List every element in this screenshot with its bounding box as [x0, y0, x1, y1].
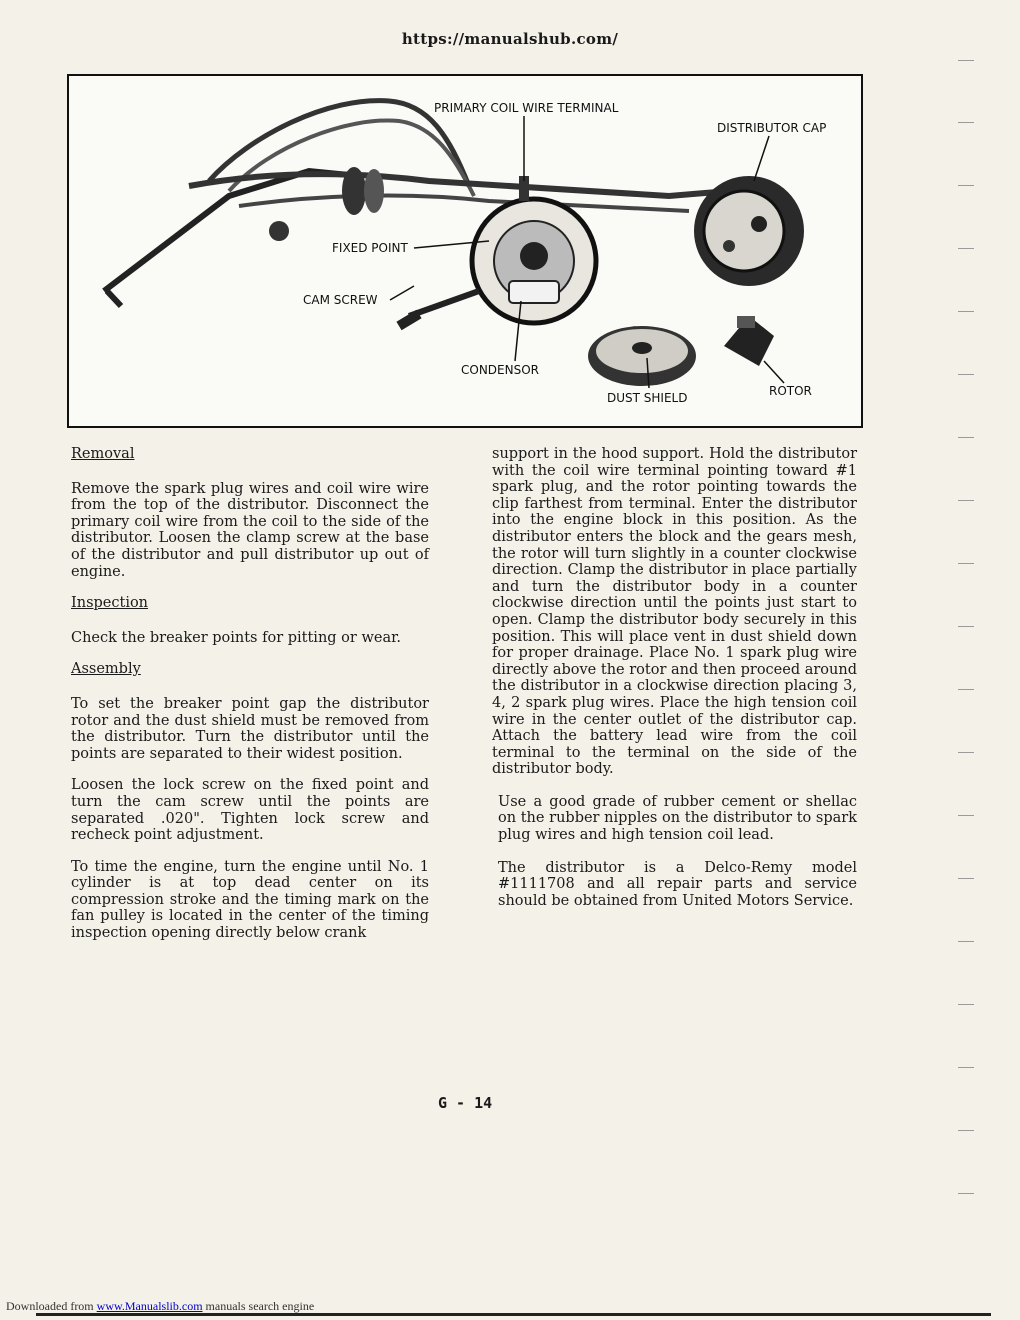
manualslib-link[interactable]: www.Manualslib.com	[96, 1299, 203, 1313]
assembly-paragraph-1: To set the breaker point gap the distributor rotor and the dust shield must be removed from the distributor. Turn the distributor until the points are separated to their widest position.	[71, 695, 429, 762]
callout-fixed-point: FIXED POINT	[332, 241, 408, 255]
assembly-paragraph-2: Loosen the lock screw on the fixed point and turn the cam screw until the points are separated .020". Tighten lock screw and recheck point adjustment.	[71, 777, 429, 844]
assembly-heading: Assembly	[71, 661, 141, 678]
margin-tick	[958, 815, 974, 816]
margin-tick	[958, 311, 974, 312]
footer-prefix: Downloaded from	[6, 1299, 94, 1313]
removal-text: Remove the spark plug wires and coil wire wire from the top of the distributor. Disconnect the primary coil wire from the coil to the side of the distributor. Loosen the clamp screw at the base of the distributor and pull distributor up out of engine.	[71, 480, 429, 580]
margin-tick	[958, 752, 974, 753]
callout-distributor-cap: DISTRIBUTOR CAP	[717, 121, 827, 135]
margin-tick	[958, 500, 974, 501]
right-column	[492, 446, 857, 925]
margin-tick	[958, 626, 974, 627]
margin-tick	[958, 1004, 974, 1005]
assembly-paragraph-3: To time the engine, turn the engine until No. 1 cylinder is at top dead center on its compression stroke and the timing mark on the fan pulley is located in the center of the timing inspection opening directly below crank	[71, 858, 429, 942]
footer-suffix: manuals search engine	[205, 1299, 315, 1313]
margin-tick	[958, 185, 974, 186]
margin-tick	[958, 60, 974, 61]
margin-tick	[958, 374, 974, 375]
callout-primary-coil: PRIMARY COIL WIRE TERMINAL	[434, 101, 619, 115]
callout-dust-shield: DUST SHIELD	[607, 391, 688, 405]
margin-tick	[958, 878, 974, 879]
right-paragraph-3: The distributor is a Delco-Remy model #1111708 and all repair parts and service should be obtained from United Motors Service.	[498, 859, 857, 909]
margin-tick	[958, 1130, 974, 1131]
margin-tick	[958, 1193, 974, 1194]
callout-rotor: ROTOR	[769, 384, 812, 398]
left-column	[71, 446, 429, 957]
callout-condensor: CONDENSOR	[461, 363, 539, 377]
page-number: G - 14	[438, 1094, 493, 1112]
removal-heading: Removal	[71, 446, 135, 462]
footer-rule	[36, 1313, 991, 1316]
callout-cam-screw: CAM SCREW	[303, 293, 378, 307]
margin-tick	[958, 563, 974, 564]
margin-tick	[958, 941, 974, 942]
margin-tick	[958, 122, 974, 123]
margin-tick	[958, 248, 974, 249]
margin-tick	[958, 1067, 974, 1068]
header-url: https://manualshub.com/	[401, 30, 619, 48]
inspection-heading: Inspection	[71, 595, 149, 612]
right-paragraph-2: Use a good grade of rubber cement or shellac on the rubber nipples on the distributor to spark plug wires and high tension coil lead.	[498, 793, 857, 844]
distributor-illustration	[67, 74, 863, 428]
margin-tick	[958, 689, 974, 690]
right-paragraph-1: support in the hood support. Hold the distributor with the coil wire terminal pointing toward #1 spark plug, and the rotor pointing towards the clip farthest from terminal. Enter the distributor into the engine block in this position. As the distributor enters the block and the gears mesh, the rotor will turn slightly in a counter clockwise direction. Clamp the distributor in place partially and turn the distributor body in a counter clockwise direction until the points just start to open. Clamp the distributor body securely in this position. This will place vent in dust shield down for proper drainage. Place No. 1 spark plug wire directly above the rotor and then proceed around the distributor in a clockwise direction placing 3, 4, 2 spark plug wires. Place the high tension coil wire in the center outlet of the distributor cap. Attach the battery lead wire from the coil terminal to the terminal on the side of the distributor body.	[492, 446, 857, 778]
inspection-text: Check the breaker points for pitting or wear.	[71, 629, 402, 646]
footer	[6, 1299, 314, 1314]
margin-tick	[958, 437, 974, 438]
